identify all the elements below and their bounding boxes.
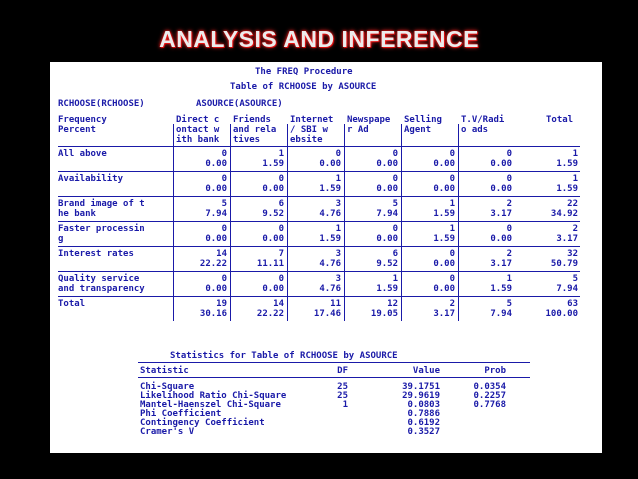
column-divider	[230, 271, 231, 296]
statistic-df: 1	[342, 400, 348, 410]
column-divider	[287, 296, 288, 321]
statistic-df: 25	[337, 382, 348, 392]
percent-value: 4.76	[319, 284, 341, 294]
sas-output-panel	[50, 62, 602, 453]
column-header-line: Internet	[290, 115, 334, 125]
frequency-value: 0	[335, 149, 341, 159]
proc-title: The FREQ Procedure	[255, 67, 353, 77]
percent-value: 0.00	[205, 159, 227, 169]
column-header-line: Agent	[404, 125, 432, 135]
frequency-value: 0	[449, 274, 455, 284]
column-header-line: ebsite	[290, 135, 323, 145]
frequency-value: 1	[572, 149, 578, 159]
frequency-value: 63	[567, 299, 578, 309]
column-divider	[458, 196, 459, 221]
percent-value: 7.94	[490, 309, 512, 319]
statistic-value: 29.9619	[402, 391, 440, 401]
statistics-top-rule	[138, 362, 530, 363]
statistic-prob: 0.0354	[473, 382, 506, 392]
frequency-value: 0	[278, 274, 284, 284]
frequency-value: 0	[221, 224, 227, 234]
row-label-line: g	[58, 234, 64, 244]
frequency-value: 0	[449, 174, 455, 184]
frequency-value: 1	[506, 274, 512, 284]
percent-value: 1.59	[433, 234, 455, 244]
percent-value: 0.00	[205, 184, 227, 194]
frequency-value: 5	[572, 274, 578, 284]
column-divider	[173, 246, 174, 271]
frequency-value: 1	[335, 174, 341, 184]
column-divider	[458, 246, 459, 271]
stub-header-line: Percent	[58, 125, 96, 135]
percent-value: 1.59	[319, 234, 341, 244]
frequency-value: 0	[392, 149, 398, 159]
percent-value: 7.94	[205, 209, 227, 219]
column-header-line: T.V/Radi	[461, 115, 505, 125]
column-divider	[344, 271, 345, 296]
column-divider	[458, 221, 459, 246]
percent-value: 0.00	[433, 184, 455, 194]
frequency-value: 0	[449, 249, 455, 259]
statistic-name: Likelihood Ratio Chi-Square	[140, 391, 287, 401]
column-divider	[230, 246, 231, 271]
table-title: Table of RCHOOSE by ASOURCE	[230, 82, 377, 92]
column-divider	[173, 171, 174, 196]
column-divider	[230, 171, 231, 196]
percent-value: 0.00	[262, 284, 284, 294]
statistic-name: Contingency Coefficient	[140, 418, 265, 428]
row-label-line: Interest rates	[58, 249, 134, 259]
row-label-line: he bank	[58, 209, 96, 219]
percent-value: 19.05	[370, 309, 398, 319]
column-divider	[344, 246, 345, 271]
row-rule	[58, 221, 580, 222]
stub-header-line: Frequency	[58, 115, 107, 125]
frequency-value: 0	[221, 149, 227, 159]
percent-value: 22.22	[256, 309, 284, 319]
column-divider	[287, 171, 288, 196]
frequency-value: 1	[449, 224, 455, 234]
percent-value: 1.59	[433, 209, 455, 219]
column-divider	[230, 221, 231, 246]
percent-value: 1.59	[376, 284, 398, 294]
statistic-df: 25	[337, 391, 348, 401]
column-header-line: Total	[546, 115, 574, 125]
frequency-value: 22	[567, 199, 578, 209]
percent-value: 7.94	[556, 284, 578, 294]
column-header-line: ith bank	[176, 135, 220, 145]
statistic-value: 0.6192	[407, 418, 440, 428]
percent-value: 1.59	[556, 159, 578, 169]
frequency-value: 1	[449, 199, 455, 209]
frequency-value: 5	[221, 199, 227, 209]
percent-value: 11.11	[256, 259, 284, 269]
frequency-value: 2	[506, 199, 512, 209]
percent-value: 9.52	[376, 259, 398, 269]
percent-value: 9.52	[262, 209, 284, 219]
column-header-line: tives	[233, 135, 261, 145]
frequency-value: 1	[278, 149, 284, 159]
row-rule	[58, 196, 580, 197]
percent-value: 0.00	[376, 159, 398, 169]
percent-value: 0.00	[262, 234, 284, 244]
column-variable-label: ASOURCE(ASOURCE)	[196, 99, 283, 109]
row-label-line: Faster processin	[58, 224, 145, 234]
row-label-line: All above	[58, 149, 107, 159]
column-divider	[401, 296, 402, 321]
frequency-value: 6	[278, 199, 284, 209]
percent-value: 0.00	[490, 234, 512, 244]
column-divider	[344, 296, 345, 321]
statistics-header-df: DF	[337, 366, 348, 376]
statistics-header-value: Value	[412, 366, 440, 376]
column-divider	[458, 171, 459, 196]
column-divider	[287, 271, 288, 296]
statistic-name: Cramer's V	[140, 427, 195, 437]
column-divider	[344, 196, 345, 221]
row-label-line: Brand image of t	[58, 199, 145, 209]
frequency-value: 14	[273, 299, 284, 309]
frequency-value: 2	[506, 249, 512, 259]
slide-title: ANALYSIS AND INFERENCE	[159, 26, 479, 52]
statistic-name: Chi-Square	[140, 382, 195, 392]
statistic-value: 39.1751	[402, 382, 440, 392]
row-rule	[58, 296, 580, 297]
frequency-value: 0	[449, 149, 455, 159]
percent-value: 1.59	[556, 184, 578, 194]
percent-value: 30.16	[199, 309, 227, 319]
frequency-value: 7	[278, 249, 284, 259]
percent-value: 17.46	[313, 309, 341, 319]
frequency-value: 0	[221, 174, 227, 184]
percent-value: 0.00	[205, 234, 227, 244]
column-divider	[287, 221, 288, 246]
column-divider	[173, 146, 174, 171]
frequency-value: 5	[506, 299, 512, 309]
row-label-line: and transparency	[58, 284, 145, 294]
percent-value: 0.00	[376, 184, 398, 194]
frequency-value: 1	[335, 224, 341, 234]
frequency-value: 3	[335, 199, 341, 209]
frequency-value: 3	[335, 249, 341, 259]
percent-value: 1.59	[262, 159, 284, 169]
statistic-value: 0.7886	[407, 409, 440, 419]
frequency-value: 2	[572, 224, 578, 234]
frequency-value: 6	[392, 249, 398, 259]
frequency-value: 1	[392, 274, 398, 284]
frequency-value: 0	[278, 224, 284, 234]
row-label-line: Quality service	[58, 274, 140, 284]
percent-value: 0.00	[205, 284, 227, 294]
frequency-value: 11	[330, 299, 341, 309]
statistic-prob: 0.7768	[473, 400, 506, 410]
statistic-name: Mantel-Haenszel Chi-Square	[140, 400, 281, 410]
percent-value: 22.22	[199, 259, 227, 269]
column-divider	[173, 196, 174, 221]
percent-value: 3.17	[433, 309, 455, 319]
percent-value: 4.76	[319, 209, 341, 219]
column-divider	[458, 296, 459, 321]
column-header-line: o ads	[461, 125, 489, 135]
column-divider	[401, 171, 402, 196]
percent-value: 1.59	[490, 284, 512, 294]
row-rule	[58, 171, 580, 172]
column-divider	[401, 146, 402, 171]
percent-value: 0.00	[490, 159, 512, 169]
column-divider	[287, 146, 288, 171]
column-header-line: r Ad	[347, 125, 369, 135]
column-divider	[230, 296, 231, 321]
percent-value: 3.17	[490, 259, 512, 269]
frequency-value: 32	[567, 249, 578, 259]
frequency-value: 0	[506, 224, 512, 234]
column-divider	[344, 146, 345, 171]
percent-value: 0.00	[490, 184, 512, 194]
column-divider	[401, 221, 402, 246]
percent-value: 0.00	[433, 259, 455, 269]
frequency-value: 0	[392, 224, 398, 234]
column-divider	[230, 146, 231, 171]
column-divider	[173, 271, 174, 296]
row-label-line: Availability	[58, 174, 124, 184]
column-divider	[344, 171, 345, 196]
column-divider	[287, 246, 288, 271]
column-header-line: / SBI w	[290, 125, 328, 135]
column-header-line: ontact w	[176, 125, 220, 135]
percent-value: 50.79	[550, 259, 578, 269]
frequency-value: 5	[392, 199, 398, 209]
frequency-value: 12	[387, 299, 398, 309]
percent-value: 0.00	[262, 184, 284, 194]
percent-value: 0.00	[376, 234, 398, 244]
frequency-value: 3	[335, 274, 341, 284]
percent-value: 0.00	[433, 284, 455, 294]
row-variable-label: RCHOOSE(RCHOOSE)	[58, 99, 145, 109]
column-divider	[173, 221, 174, 246]
column-divider	[344, 221, 345, 246]
percent-value: 0.00	[319, 159, 341, 169]
column-divider	[287, 196, 288, 221]
percent-value: 0.00	[433, 159, 455, 169]
statistic-value: 0.3527	[407, 427, 440, 437]
column-divider	[401, 271, 402, 296]
percent-value: 3.17	[490, 209, 512, 219]
column-divider	[458, 271, 459, 296]
row-label-line: Total	[58, 299, 86, 309]
column-header-line: Selling	[404, 115, 442, 125]
statistic-value: 0.0803	[407, 400, 440, 410]
statistics-header-rule	[138, 377, 530, 378]
column-divider	[458, 146, 459, 171]
percent-value: 3.17	[556, 234, 578, 244]
percent-value: 4.76	[319, 259, 341, 269]
column-header-line: Direct c	[176, 115, 220, 125]
statistics-title: Statistics for Table of RCHOOSE by ASOURCE	[170, 351, 398, 361]
column-divider	[401, 196, 402, 221]
statistic-prob: 0.2257	[473, 391, 506, 401]
percent-value: 1.59	[319, 184, 341, 194]
frequency-value: 0	[278, 174, 284, 184]
percent-value: 34.92	[550, 209, 578, 219]
statistics-header-statistic: Statistic	[140, 366, 189, 376]
frequency-value: 1	[572, 174, 578, 184]
frequency-value: 19	[216, 299, 227, 309]
percent-value: 100.00	[545, 309, 578, 319]
row-rule	[58, 271, 580, 272]
column-divider	[173, 296, 174, 321]
column-header-line: Newspape	[347, 115, 391, 125]
column-header-line: and rela	[233, 125, 277, 135]
row-rule	[58, 246, 580, 247]
frequency-value: 0	[392, 174, 398, 184]
header-rule	[58, 146, 580, 147]
statistic-name: Phi Coefficient	[140, 409, 222, 419]
frequency-value: 0	[506, 149, 512, 159]
column-divider	[230, 196, 231, 221]
column-divider	[401, 246, 402, 271]
frequency-value: 0	[221, 274, 227, 284]
statistics-header-prob: Prob	[484, 366, 506, 376]
column-header-line: Friends	[233, 115, 271, 125]
percent-value: 7.94	[376, 209, 398, 219]
frequency-value: 14	[216, 249, 227, 259]
frequency-value: 2	[449, 299, 455, 309]
frequency-value: 0	[506, 174, 512, 184]
